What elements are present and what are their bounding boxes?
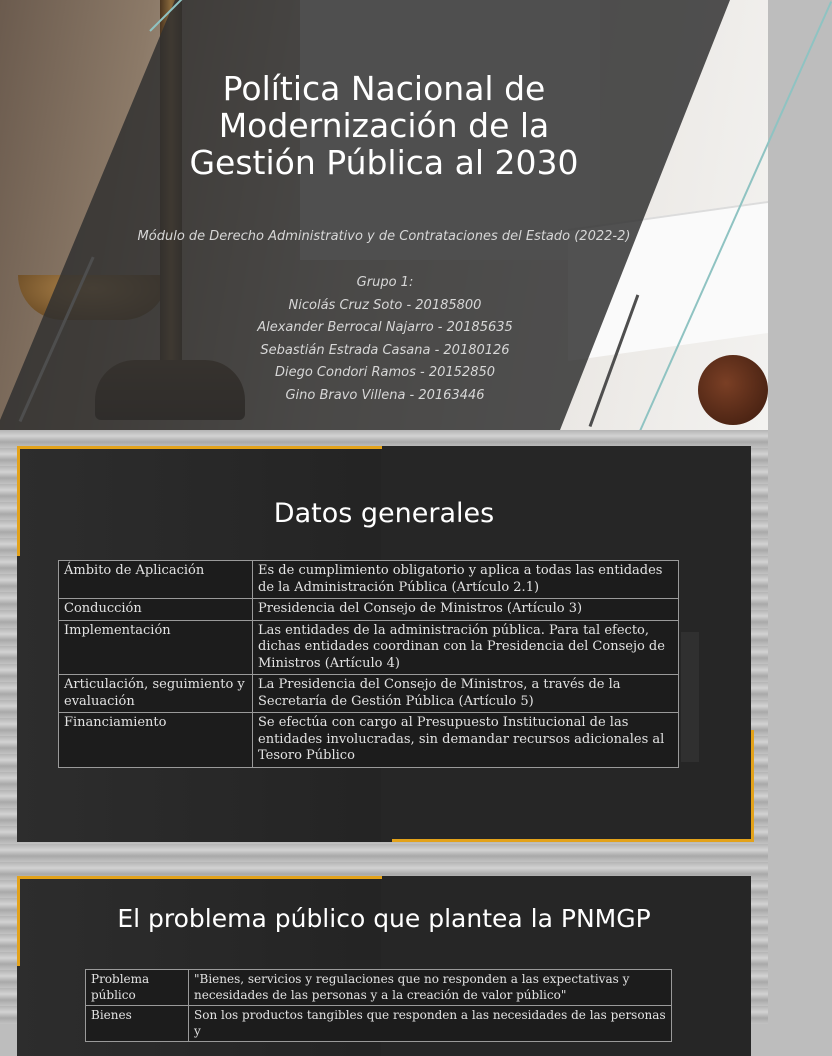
group-member: Alexander Berrocal Najarro - 20185635 [257,320,513,335]
cover-title-line: Política Nacional de [222,69,546,108]
table-row [59,561,679,599]
table-row [59,599,679,621]
group-member: Sebastián Estrada Casana - 20180126 [260,342,510,358]
row-label-cell: Articulación, seguimiento y evaluación [59,675,253,713]
row-text-cell: "Bienes, servicios y regulaciones que no responden a las expectativas y necesidades de las personas y a la creación de valor público" [189,970,672,1006]
table-row [86,970,672,1006]
datos-generales-slide [0,430,768,862]
group-member: Nicolás Cruz Soto - 20185800 [288,297,482,313]
slide-title: Datos generales [273,498,495,529]
table-row [59,620,679,675]
table-body [59,561,679,768]
problema-publico-slide [0,862,768,1038]
row-label-cell: Bienes [86,1006,189,1042]
table-row [59,675,679,713]
row-label-cell: Problema público [86,970,189,1006]
cover-title [118,70,650,181]
row-text-cell: La Presidencia del Consejo de Ministros, a través de la Secretaría de Gestión Pública (Artículo 5) [253,675,679,713]
accent-line [392,839,754,842]
problema-publico-table [85,969,672,1042]
row-label-cell: Implementación [59,620,253,675]
table-body [86,970,672,1042]
group-members-list [180,272,590,407]
gavel-image [698,355,768,425]
slide-title: El problema público que plantea la PNMGP [117,904,651,933]
row-text-cell: Es de cumplimiento obligatorio y aplica a todas las entidades de la Administración Pública (Artículo 2.1) [253,561,679,599]
cover-title-line: Modernización de la [218,106,550,145]
accent-line [17,446,382,449]
table-row [86,1006,672,1042]
cover-title-line: Gestión Pública al 2030 [189,143,579,182]
group-member: Diego Condori Ramos - 20152850 [274,365,496,380]
row-label-cell: Financiamiento [59,713,253,768]
row-label-cell: Ámbito de Aplicación [59,561,253,599]
cover-slide [0,0,768,430]
background-bar [681,632,699,762]
datos-generales-table [58,560,679,768]
table-row [59,713,679,768]
row-text-cell: Las entidades de la administración pública. Para tal efecto, dichas entidades coordinan con la Presidencia del Consejo de Ministros (Artículo 4) [253,620,679,675]
group-label: Grupo 1: [356,275,414,290]
group-member: Gino Bravo Villena - 20163446 [285,387,485,403]
row-text-cell: Se efectúa con cargo al Presupuesto Institucional de las entidades involucradas, sin demandar recursos adicionales al Tesoro Público [253,713,679,768]
row-text-cell: Presidencia del Consejo de Ministros (Artículo 3) [253,599,679,621]
row-label-cell: Conducción [59,599,253,621]
row-text-cell: Son los productos tangibles que responden a las necesidades de las personas y [189,1006,672,1042]
accent-line [17,876,382,879]
cover-subtitle: Módulo de Derecho Administrativo y de Contrataciones del Estado (2022-2) [137,229,631,244]
accent-line [751,730,754,842]
